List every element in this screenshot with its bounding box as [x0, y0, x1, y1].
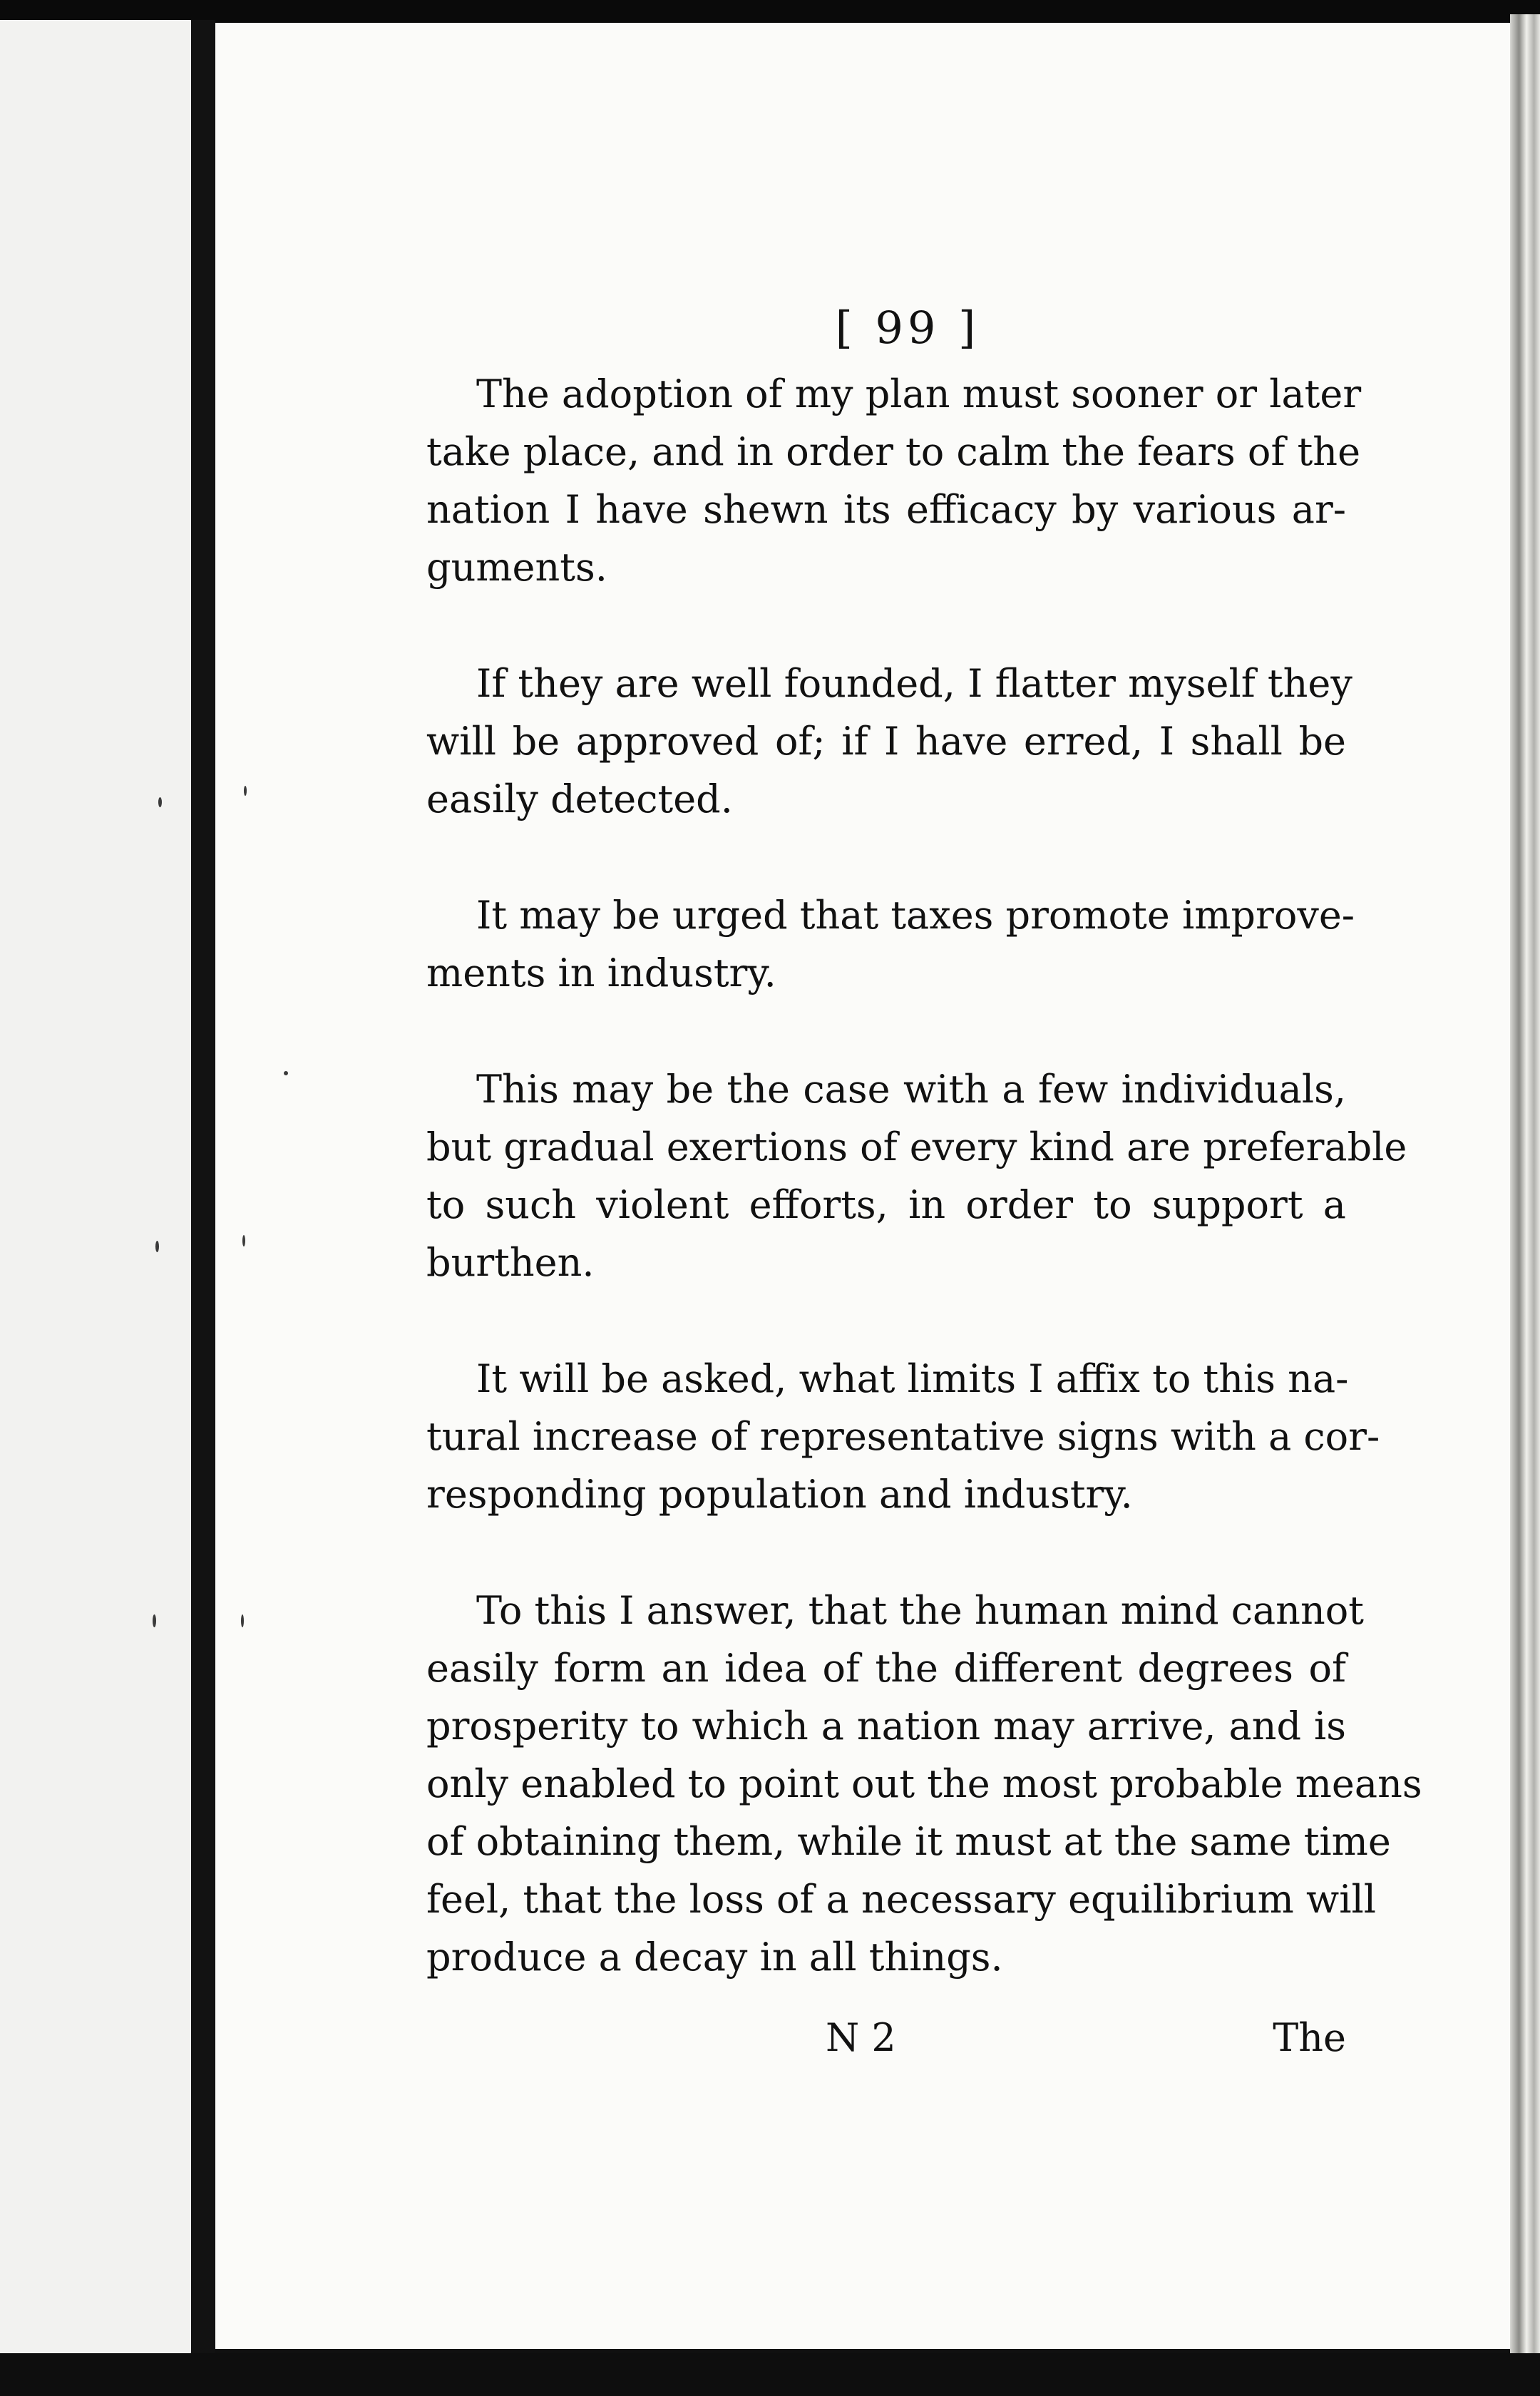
- text-line: produce a decay in all things.: [426, 1935, 1003, 1980]
- text-line: It will be asked, what limits I affix to this na-: [476, 1356, 1349, 1401]
- ink-speck: [153, 1614, 156, 1627]
- ink-speck: [244, 786, 247, 796]
- ink-speck: [284, 1071, 288, 1075]
- text-line: tural increase of representative signs with a cor-: [426, 1414, 1380, 1459]
- text-line: only enabled to point out the most probable means: [426, 1761, 1422, 1806]
- signature-mark: N 2: [826, 2015, 896, 2060]
- catchword: The: [1273, 2015, 1346, 2060]
- text-line: easily form an idea of the different degrees of: [426, 1646, 1346, 1691]
- text-line: This may be the case with a few individuals,: [476, 1067, 1346, 1112]
- text-line: easily detected.: [426, 777, 733, 821]
- page-text-block: [426, 300, 1422, 2067]
- scan-bottom-border: [0, 2353, 1540, 2396]
- text-line: nation I have shewn its efficacy by various ar-: [426, 487, 1346, 532]
- page-footer: [426, 2009, 1346, 2067]
- text-line: of obtaining them, while it must at the same time: [426, 1819, 1391, 1864]
- paragraph: [426, 655, 1352, 828]
- paragraph: [426, 1582, 1422, 1986]
- ink-speck: [155, 1241, 159, 1252]
- text-line: to such violent efforts, in order to support a: [426, 1182, 1346, 1227]
- book-gutter: [191, 20, 215, 2353]
- paragraph: [426, 1350, 1380, 1523]
- ink-speck: [158, 797, 162, 807]
- text-line: but gradual exertions of every kind are preferable: [426, 1125, 1407, 1169]
- facing-page-left: [0, 20, 191, 2353]
- text-line: feel, that the loss of a necessary equilibrium will: [426, 1877, 1377, 1922]
- text-line: prosperity to which a nation may arrive, and is: [426, 1704, 1346, 1749]
- text-line: If they are well founded, I flatter myself they: [476, 661, 1352, 706]
- text-line: guments.: [426, 545, 607, 590]
- paragraph: [426, 886, 1355, 1002]
- text-line: To this I answer, that the human mind cannot: [476, 1588, 1364, 1633]
- page-edge-right: [1510, 14, 1540, 2360]
- paragraph: [426, 1060, 1407, 1291]
- text-line: take place, and in order to calm the fears of the: [426, 429, 1361, 474]
- text-line: ments in industry.: [426, 951, 776, 995]
- ink-speck: [241, 1614, 244, 1627]
- text-line: The adoption of my plan must sooner or later: [476, 372, 1362, 416]
- page-number: [ 99 ]: [835, 302, 980, 354]
- ink-speck: [242, 1235, 245, 1246]
- text-line: burthen.: [426, 1240, 595, 1285]
- text-line: It may be urged that taxes promote improve-: [476, 893, 1355, 938]
- text-line: will be approved of; if I have erred, I shall be: [426, 719, 1346, 764]
- paragraph: [426, 365, 1362, 596]
- page-body: [426, 365, 1422, 1986]
- scan-top-border: [0, 0, 1540, 24]
- text-line: responding population and industry.: [426, 1472, 1133, 1517]
